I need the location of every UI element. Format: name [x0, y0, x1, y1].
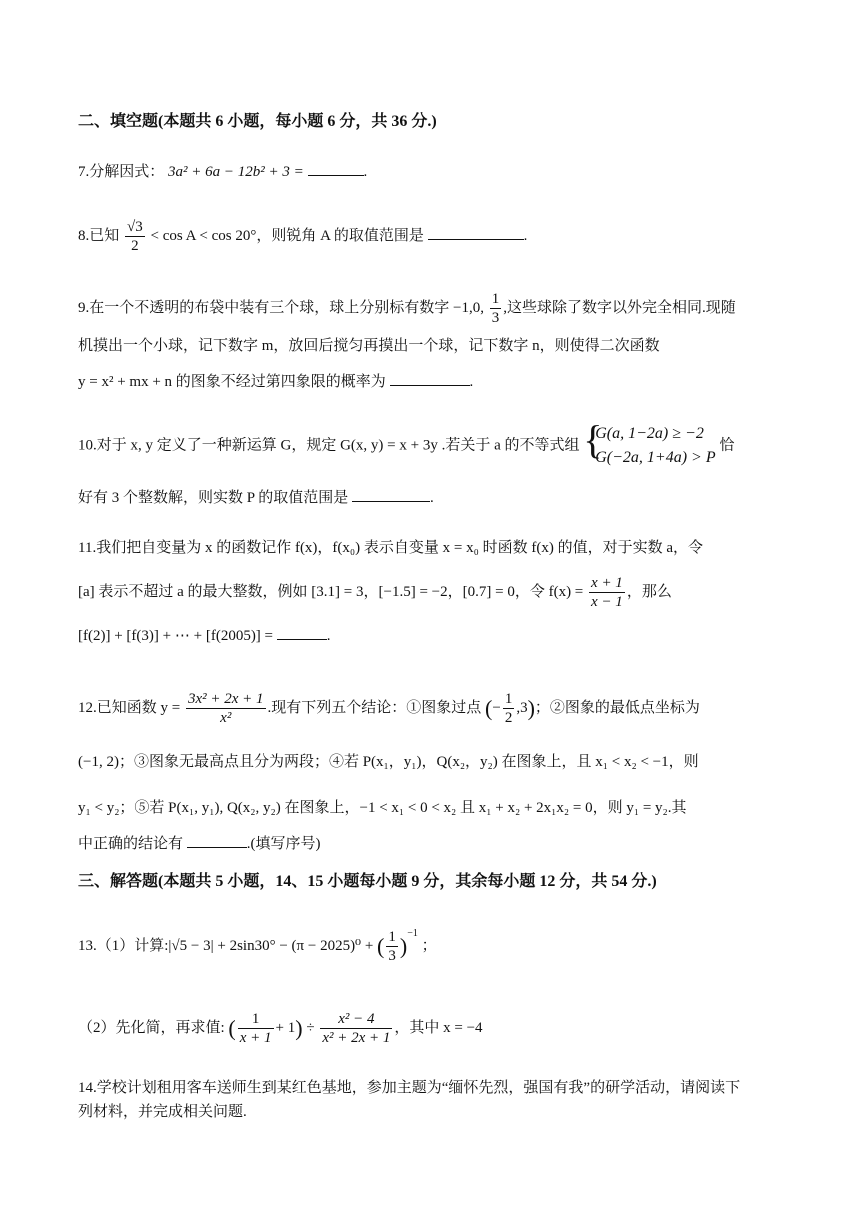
q11-suffix: . [326, 628, 331, 644]
fraction-denominator: x² + 2x + 1 [322, 1030, 391, 1046]
q10-suffix: . [430, 490, 434, 506]
fraction-numerator: 1 [504, 691, 513, 707]
fraction-numerator: √3 [127, 219, 143, 235]
q10-text: 10.对于 x, y 定义了一种新运算 G，规定 G(x, y) = x + 3y .若关于 a 的不等式组 [78, 437, 580, 454]
section-title: 三、解答题(本题共 5 小题，14、15 小题每小题 9 分，其余每小题 12 分，共 54 分.) [78, 873, 657, 890]
question-13-part-2 [78, 1010, 483, 1047]
question-13-part-1 [78, 928, 437, 965]
q11-text: [a] 表示不超过 a 的最大整数，例如 [3.1] = 3，[−1.5] = −2，[0.7] = 0，令 f(x) = [78, 583, 584, 600]
q9-suffix: . [469, 374, 474, 390]
question-14-line-2: 列材料，并完成相关问题. [78, 1104, 247, 1120]
q9-text-cont: ,这些球除了数字以外完全相同.现随 [503, 299, 736, 316]
question-11-line-2 [78, 574, 672, 611]
q12-text-cont: ；②图象的最低点坐标为 [534, 699, 700, 716]
paren-close: ) [399, 933, 408, 959]
inequality-2: G(−2a, 1+4a) > P [595, 449, 716, 466]
q8-prefix: 8.已知 [78, 227, 120, 244]
q13-suffix: ，其中 x = −4 [394, 1019, 483, 1036]
q12-suffix: .(填写序号) [246, 836, 321, 852]
fraction-numerator: 1 [388, 929, 396, 945]
question-9-line-1 [78, 290, 736, 327]
fraction-denominator: x − 1 [591, 594, 623, 610]
q8-expression: < cos A < cos 20° [150, 227, 257, 244]
divide-sign: ÷ [306, 1019, 315, 1036]
answer-blank[interactable] [308, 161, 364, 176]
minus-sign: − [492, 699, 501, 716]
fraction-denominator: x² [220, 710, 232, 726]
q13-text: （2）先化简，再求值: [78, 1019, 225, 1036]
question-11-line-3 [78, 625, 331, 645]
q8-fraction [125, 218, 145, 255]
question-10-line-2 [78, 486, 434, 507]
fraction-numerator: 3x² + 2x + 1 [187, 691, 264, 707]
question-12-line-3: y₁ < y₂；⑤若 P(x₁, y₁), Q(x₂, y₂) 在图象上，−1 < x₁ < 0 < x₂ 且 x₁ + x₂ + 2x₁x₂ = 0，则 y₁ = y₂.其 [78, 800, 687, 816]
answer-blank[interactable] [352, 487, 430, 502]
fraction-numerator: 1 [238, 1010, 274, 1029]
answer-blank[interactable] [187, 833, 247, 848]
paren-close: ) [295, 1015, 303, 1041]
q9-fraction [490, 290, 502, 327]
q13-suffix: ； [421, 937, 437, 954]
answer-blank[interactable] [277, 625, 327, 640]
q7-prefix: 7.分解因式： [78, 164, 165, 180]
paren-close: ) [527, 695, 535, 721]
q12-text: 12.已知函数 y = [78, 699, 181, 716]
question-7 [78, 160, 367, 181]
q11-text-cont: ，那么 [626, 583, 672, 600]
fraction-numerator: 1 [491, 291, 500, 307]
q10-tail: 恰 [719, 437, 735, 454]
q7-expression: 3a² + 6a − 12b² + 3 = [168, 164, 304, 180]
question-12-line-4 [78, 832, 321, 853]
q8-text: ，则锐角 A 的取值范围是 [256, 227, 424, 244]
paren-open: ( [228, 1015, 236, 1041]
question-9-line-3 [78, 370, 473, 391]
question-11-line-1: 11.我们把自变量为 x 的函数记作 f(x)，f(x₀) 表示自变量 x = x₀ 时函数 f(x) 的值，对于实数 a，令 [78, 540, 703, 556]
q12-point-fraction [503, 690, 515, 727]
q11-text: [f(2)] + [f(3)] + ⋯ + [f(2005)] = [78, 628, 274, 644]
brace-icon: { [583, 417, 603, 462]
paren-open: ( [377, 933, 385, 959]
q11-fraction [589, 574, 625, 611]
q7-suffix: . [363, 164, 368, 180]
question-9-line-2: 机摸出一个小球，记下数字 m，放回后搅匀再摸出一个球，记下数字 n，则使得二次函数 [78, 338, 660, 354]
answer-blank[interactable] [428, 225, 524, 240]
answer-blank[interactable] [390, 371, 470, 386]
fraction-denominator: 2 [131, 238, 139, 254]
question-10-line-1 [78, 417, 735, 470]
question-8 [78, 218, 527, 255]
fraction-denominator: 3 [491, 310, 500, 326]
q9-text: y = x² + mx + n 的图象不经过第四象限的概率为 [78, 374, 386, 390]
question-12-line-1 [78, 690, 700, 727]
inequality-1: G(a, 1−2a) ≥ −2 [595, 425, 704, 442]
q13-text: 13.（1）计算:|√5 − 3| + 2sin30° − (π − 2025)⁰ + [78, 937, 374, 954]
inequality-system [583, 417, 716, 470]
fraction-denominator: 2 [504, 710, 513, 726]
fraction-numerator: x² − 4 [320, 1010, 392, 1029]
q10-text: 好有 3 个整数解，则实数 P 的取值范围是 [78, 490, 349, 506]
q13-fraction-1 [238, 1010, 274, 1047]
q12-text-cont: .现有下列五个结论：①图象过点 [267, 699, 482, 716]
q13-fraction-2 [320, 1010, 392, 1047]
question-12-line-2: (−1, 2)；③图象无最高点且分为两段；④若 P(x₁，y₁)，Q(x₂，y₂) 在图象上，且 x₁ < x₂ < −1，则 [78, 754, 699, 770]
question-14-line-1: 14.学校计划租用客车送师生到某红色基地，参加主题为“缅怀先烈，强国有我”的研学活动，请阅读下 [78, 1080, 741, 1096]
q9-text: 9.在一个不透明的布袋中装有三个球，球上分别标有数字 −1,0, [78, 299, 484, 316]
q13-fraction [386, 928, 398, 965]
section-title: 二、填空题(本题共 6 小题，每小题 6 分，共 36 分.) [78, 113, 437, 130]
fraction-denominator: 3 [388, 948, 396, 964]
paren-open: ( [485, 695, 493, 721]
q12-text: 中正确的结论有 [78, 836, 184, 852]
fraction-numerator: x + 1 [591, 575, 623, 591]
point-tail: ,3 [516, 699, 528, 716]
q12-fraction [186, 690, 266, 727]
plus-one: + 1 [275, 1019, 296, 1036]
exponent: −1 [407, 928, 418, 939]
fraction-denominator: x + 1 [239, 1030, 272, 1046]
q8-suffix: . [523, 227, 528, 244]
